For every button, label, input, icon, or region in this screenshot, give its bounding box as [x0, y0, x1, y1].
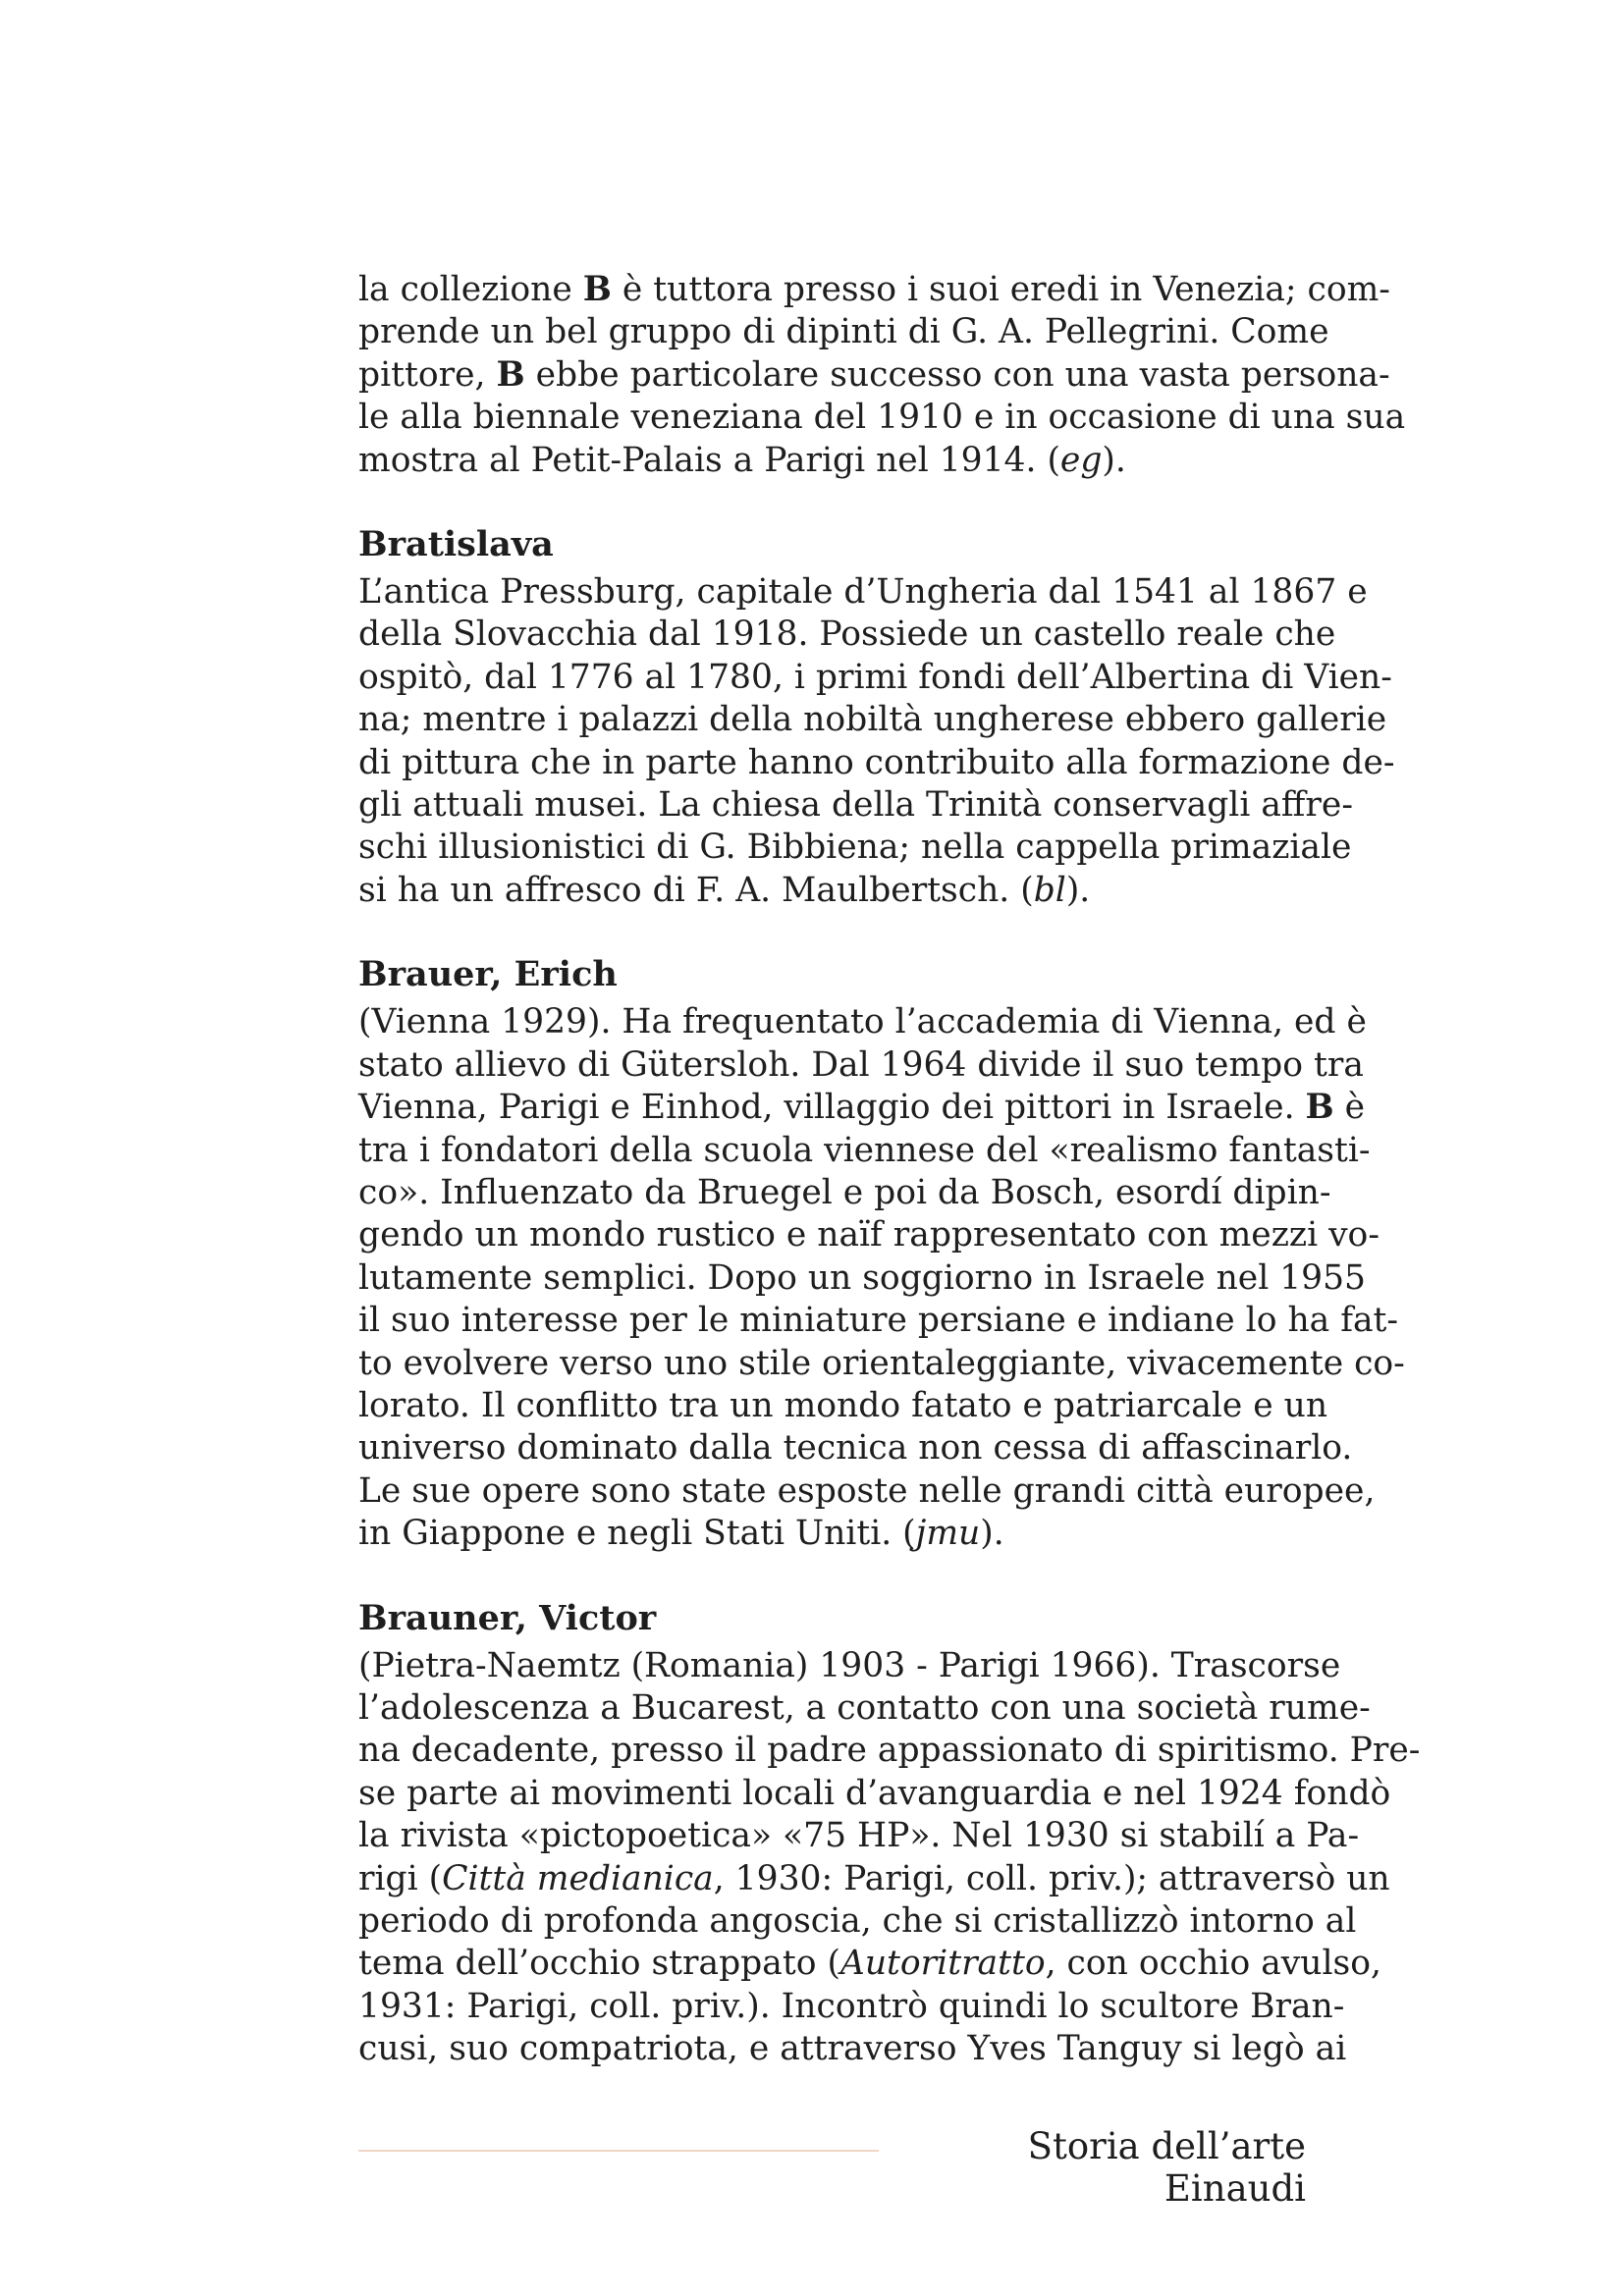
text-line: schi illusionistici di G. Bibbiena; nella cappella primaziale — [358, 828, 1352, 868]
text-line: periodo di profonda angoscia, che si cristallizzò intorno al — [358, 1901, 1357, 1941]
text-line: (Vienna 1929). Ha frequentato l’accademia di Vienna, ed è — [358, 1002, 1367, 1042]
intro-paragraph — [358, 269, 1406, 482]
text-line: tra i fondatori della scuola viennese del «realismo fantasti- — [358, 1130, 1371, 1170]
text-line: cusi, suo compatriota, e attraverso Yves Tanguy si legò ai — [358, 2029, 1347, 2069]
text-line: 1931: Parigi, coll. priv.). Incontrò quindi lo scultore Bran- — [358, 1986, 1345, 2026]
text-line: universo dominato dalla tecnica non cessa di affascinarlo. — [358, 1428, 1353, 1468]
page-body — [358, 269, 1421, 2071]
text-line: Vienna, Parigi e Einhod, villaggio dei pittori in Israele. B è — [358, 1088, 1366, 1128]
text-line: di pittura che in parte hanno contribuito alla formazione de- — [358, 742, 1395, 782]
text-line: il suo interesse per le miniature persiane e indiane lo ha fat- — [358, 1301, 1399, 1341]
text-line: rigi (Città medianica, 1930: Parigi, coll. priv.); attraversò un — [358, 1858, 1390, 1898]
text-line: to evolvere verso uno stile orientaleggiante, vivacemente co- — [358, 1343, 1405, 1383]
italic-text: bl — [1033, 870, 1066, 910]
entry-heading: Brauer, Erich — [358, 954, 618, 995]
text-line: L’antica Pressburg, capitale d’Ungheria dal 1541 al 1867 e — [358, 572, 1368, 613]
text-line: gendo un mondo rustico e naïf rappresentato con mezzi vo- — [358, 1215, 1380, 1255]
text-line: (Pietra-Naemtz (Romania) 1903 - Parigi 1966). Trascorse — [358, 1645, 1341, 1685]
text-line: pittore, B ebbe particolare successo con una vasta persona- — [358, 354, 1390, 395]
text-line: della Slovacchia dal 1918. Possiede un castello reale che — [358, 614, 1336, 655]
text-line: stato allievo di Gütersloh. Dal 1964 divide il suo tempo tra — [358, 1044, 1364, 1085]
text-line: prende un bel gruppo di dipinti di G. A. Pellegrini. Come — [358, 312, 1329, 352]
text-line: na decadente, presso il padre appassionato di spiritismo. Pre- — [358, 1731, 1421, 1771]
entry-paragraph — [358, 571, 1395, 912]
bold-abbrev: B — [1305, 1088, 1334, 1128]
text-line: co». Influenzato da Bruegel e poi da Bosch, esordí dipin- — [358, 1172, 1331, 1212]
footer-rule — [358, 2150, 879, 2152]
entry-paragraph — [358, 1001, 1405, 1555]
text-line: l’adolescenza a Bucarest, a contatto con una società rume- — [358, 1687, 1371, 1728]
italic-text: Città medianica — [442, 1858, 714, 1898]
entry-paragraph — [358, 1645, 1421, 2071]
entry-heading: Bratislava — [358, 524, 554, 565]
text-line: tema dell’occhio strappato (Autoritratto, con occhio avulso, — [358, 1944, 1381, 1984]
footer-title: Storia dell’arte Einaudi — [1027, 2125, 1306, 2210]
text-line: le alla biennale veneziana del 1910 e in occasione di una sua — [358, 398, 1406, 438]
italic-text: eg — [1059, 440, 1103, 480]
text-line: Le sue opere sono state esposte nelle grandi città europee, — [358, 1470, 1376, 1511]
text-line: lorato. Il conflitto tra un mondo fatato e patriarcale e un — [358, 1385, 1328, 1425]
text-line: ospitò, dal 1776 al 1780, i primi fondi dell’Albertina di Vien- — [358, 657, 1392, 697]
text-line: la collezione B è tuttora presso i suoi eredi in Venezia; com- — [358, 270, 1390, 309]
text-line: se parte ai movimenti locali d’avanguardia e nel 1924 fondò — [358, 1773, 1391, 1813]
text-line: na; mentre i palazzi della nobiltà ungherese ebbero gallerie — [358, 700, 1387, 740]
text-line: la rivista «pictopoetica» «75 HP». Nel 1930 si stabilí a Pa- — [358, 1816, 1360, 1856]
bold-abbrev: B — [582, 270, 612, 309]
entries — [358, 523, 1421, 2071]
bold-abbrev: B — [496, 354, 525, 395]
italic-text: jmu — [915, 1514, 981, 1554]
text-line: mostra al Petit-Palais a Parigi nel 1914. (eg). — [358, 440, 1126, 480]
text-line: gli attuali musei. La chiesa della Trinità conservagli affre- — [358, 785, 1353, 826]
italic-text: Autoritratto — [839, 1944, 1046, 1984]
text-line: in Giappone e negli Stati Uniti. (jmu). — [358, 1514, 1004, 1554]
entry-heading: Brauner, Victor — [358, 1597, 657, 1638]
text-line: si ha un affresco di F. A. Maulbertsch. (bl). — [358, 870, 1091, 910]
text-line: lutamente semplici. Dopo un soggiorno in Israele nel 1955 — [358, 1257, 1367, 1298]
